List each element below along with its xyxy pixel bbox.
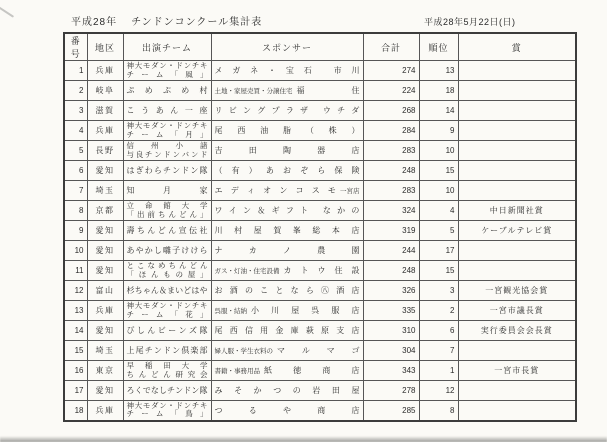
table-row (64, 101, 576, 121)
cell-award: 中日新聞社賞 (458, 201, 576, 221)
cell-rank: 6 (419, 321, 458, 341)
team-name-line: 神 大 モ ダ ン ・ ド ン チ キ (126, 301, 208, 310)
cell-district: 愛知 (87, 221, 123, 241)
cell-total-score: 283 (363, 141, 419, 161)
cell-number: 9 (64, 221, 87, 241)
team-name-line: は ぎ わ ら チ ン ド ン 隊 (126, 166, 208, 175)
team-name-line: チ ー ム 「 鳥 」 (126, 409, 208, 419)
cell-team (123, 81, 211, 101)
cell-sponsor (211, 321, 363, 341)
table-row (64, 361, 576, 381)
cell-total-score: 326 (363, 281, 419, 301)
cell-total-score: 335 (363, 301, 419, 321)
table-body (64, 61, 576, 421)
cell-total-score: 285 (363, 401, 419, 421)
cell-sponsor (211, 241, 363, 261)
table-row (64, 241, 576, 261)
table-row (64, 81, 576, 101)
column-header-total: 合計 (363, 33, 419, 61)
cell-team (123, 161, 211, 181)
title-era: 平成28年 (71, 17, 118, 28)
cell-district: 京都 (87, 201, 123, 221)
team-name-line: 「 出 前 ち ん ど ん 」 (126, 209, 208, 219)
team-name-line: チ ー ム 「 花 」 (126, 309, 208, 319)
sponsor-descriptor-small: ガス・灯油・住宅設備 (214, 268, 280, 275)
cell-team (123, 201, 211, 221)
cell-team (123, 221, 211, 241)
sponsor-name: 吉 田 陶 器 店 (214, 146, 360, 155)
table-row (64, 261, 576, 281)
column-header-award: 賞 (458, 33, 576, 61)
cell-team (123, 241, 211, 261)
cell-rank: 5 (419, 221, 458, 241)
cell-number: 7 (64, 181, 87, 201)
team-name-line: 信 州 小 諸 (126, 141, 208, 150)
cell-award: 一宮市長賞 (458, 361, 576, 381)
table-row (64, 141, 576, 161)
team-name-line: 「 ほ ん も の 屋 」 (126, 269, 208, 279)
cell-sponsor (211, 381, 363, 401)
cell-number: 11 (64, 261, 87, 281)
cell-sponsor (211, 141, 363, 161)
sponsor-descriptor-small: 土地・家屋売買・分譲住宅 (214, 88, 293, 95)
cell-number: 4 (64, 121, 87, 141)
team-name-line: 立 命 館 大 学 (126, 201, 208, 210)
sponsor-name: （ 有 ） あ お ぞ ら 保 険 (214, 166, 360, 175)
cell-number: 18 (64, 401, 87, 421)
scan-bottom-edge-artifact (0, 436, 607, 442)
table-row (64, 301, 576, 321)
cell-rank: 13 (419, 61, 458, 81)
cell-award: 実行委員会会長賞 (458, 321, 576, 341)
table-row (64, 161, 576, 181)
cell-team (123, 61, 211, 81)
cell-total-score: 248 (363, 161, 419, 181)
cell-team (123, 121, 211, 141)
cell-district: 愛知 (87, 381, 123, 401)
table-row (64, 381, 576, 401)
cell-award (458, 181, 576, 201)
cell-total-score: 268 (363, 101, 419, 121)
cell-team (123, 381, 211, 401)
table-row (64, 281, 576, 301)
cell-number: 15 (64, 341, 87, 361)
team-name-line: 杉 ち ゃ ん ＆ ま い ど は や (126, 286, 208, 295)
cell-rank: 9 (419, 121, 458, 141)
table-row (64, 201, 576, 221)
cell-award (458, 261, 576, 281)
cell-district: 兵庫 (87, 121, 123, 141)
cell-total-score: 304 (363, 341, 419, 361)
cell-number: 12 (64, 281, 87, 301)
column-header-rank: 順位 (419, 33, 458, 61)
cell-rank: 18 (419, 81, 458, 101)
cell-sponsor (211, 281, 363, 301)
cell-sponsor (211, 161, 363, 181)
team-name-line: ぷ め ぷ め 村 (126, 86, 208, 95)
cell-rank: 1 (419, 361, 458, 381)
cell-rank: 10 (419, 181, 458, 201)
cell-district: 愛知 (87, 161, 123, 181)
team-name-line: 与 良 チ ン ド ン バ ン ド (126, 149, 208, 159)
team-name-line: 神 大 モ ダ ン ・ ド ン チ キ (126, 61, 208, 70)
team-name-line: 神 大 モ ダ ン ・ ド ン チ キ (126, 400, 208, 410)
cell-rank: 4 (419, 201, 458, 221)
table-row (64, 401, 576, 421)
cell-sponsor (211, 401, 363, 421)
column-header-no: 番号 (64, 33, 87, 61)
sponsor-descriptor-small: 呉服・結納 (214, 308, 247, 315)
cell-sponsor (211, 361, 363, 381)
cell-district: 埼玉 (87, 341, 123, 361)
sponsor-name: エ デ ィ オ ン コ ス モ (214, 186, 336, 195)
sponsor-name: 小 川 屋 呉 服 店 (251, 306, 360, 315)
sponsor-name: ワ イ ン ＆ ギ フ ト な か の (214, 206, 360, 215)
cell-award (458, 101, 576, 121)
cell-number: 5 (64, 141, 87, 161)
cell-award (458, 61, 576, 81)
sponsor-name: 尾 西 油 脂 （ 株 ） (214, 126, 360, 135)
cell-team (123, 341, 211, 361)
sponsor-descriptor-small: 婦人服・学生衣料の (214, 348, 273, 355)
cell-number: 13 (64, 301, 87, 321)
document-date: 平成28年5月22日(日) (424, 17, 516, 27)
cell-sponsor (211, 61, 363, 81)
cell-award (458, 401, 576, 421)
cell-award (458, 381, 576, 401)
team-name-line: ち ん ど ん 研 究 会 (126, 369, 208, 379)
sponsor-name: 紙 徳 商 店 (264, 366, 360, 375)
cell-award (458, 121, 576, 141)
column-header-district: 地区 (87, 33, 123, 61)
cell-number: 1 (64, 61, 87, 81)
cell-team (123, 141, 211, 161)
sponsor-descriptor-small: 書籍・事務用品 (214, 368, 260, 375)
sponsor-name: カ ト ウ 住 設 (283, 266, 360, 275)
sponsor-name: マ ル マ ゴ (277, 346, 360, 355)
cell-award: 一宮観光協会賞 (458, 281, 576, 301)
cell-sponsor (211, 201, 363, 221)
team-name-line: 神 大 モ ダ ン ・ ド ン チ キ (126, 121, 208, 130)
cell-rank: 14 (419, 101, 458, 121)
sponsor-name: リ ビ ン グ プ ラ ザ ウ チ ダ (214, 106, 360, 115)
cell-sponsor (211, 181, 363, 201)
cell-rank: 12 (419, 381, 458, 401)
cell-rank: 3 (419, 281, 458, 301)
sponsor-name: み そ か つ の 岩 田 屋 (214, 386, 360, 395)
cell-team (123, 361, 211, 381)
cell-district: 愛知 (87, 261, 123, 281)
team-name-line: チ ー ム 「 風 」 (126, 69, 208, 79)
cell-total-score: 324 (363, 201, 419, 221)
cell-total-score: 248 (363, 261, 419, 281)
cell-team (123, 401, 211, 421)
team-name-line: 壽 ち ん ど ん 宣 伝 社 (126, 226, 208, 235)
cell-total-score: 224 (363, 81, 419, 101)
cell-team (123, 281, 211, 301)
cell-total-score: 274 (363, 61, 419, 81)
cell-award (458, 241, 576, 261)
cell-number: 10 (64, 241, 87, 261)
table-row (64, 221, 576, 241)
cell-number: 14 (64, 321, 87, 341)
cell-number: 3 (64, 101, 87, 121)
team-name-line: 上 尾 チ ン ド ン 倶 楽 部 (126, 346, 208, 355)
cell-number: 6 (64, 161, 87, 181)
table-row (64, 61, 576, 81)
cell-team (123, 321, 211, 341)
table-row (64, 181, 576, 201)
cell-total-score: 284 (363, 121, 419, 141)
cell-district: 兵庫 (87, 401, 123, 421)
table-row (64, 321, 576, 341)
cell-total-score: 283 (363, 181, 419, 201)
cell-number: 8 (64, 201, 87, 221)
team-name-line: あ や か し 囃 子 け け ら (126, 246, 208, 255)
team-name-line: 知 月 家 (126, 186, 208, 195)
sponsor-name: ナ カ ノ 農 園 (214, 246, 360, 255)
cell-rank: 8 (419, 401, 458, 421)
table-row (64, 341, 576, 361)
cell-sponsor (211, 301, 363, 321)
cell-sponsor (211, 121, 363, 141)
sponsor-name: つ る や 商 店 (214, 405, 360, 415)
cell-total-score: 310 (363, 321, 419, 341)
cell-district: 東京 (87, 361, 123, 381)
team-name-line: び し ん ビ ー ン ズ 隊 (126, 326, 208, 335)
cell-sponsor (211, 261, 363, 281)
sponsor-name: 川 村 屋 賀 峯 総 本 店 (214, 226, 360, 235)
header-row (64, 33, 576, 61)
title-main: チンドンコンクール集計表 (131, 17, 263, 28)
sponsor-name: メ ガ ネ ・ 宝 石 市 川 (214, 66, 360, 75)
cell-number: 17 (64, 381, 87, 401)
score-table (63, 32, 577, 422)
cell-district: 岐阜 (87, 81, 123, 101)
column-header-team: 出演チーム (123, 33, 211, 61)
scan-scratch-artifact (0, 6, 14, 17)
cell-award: ケーブルテレビ賞 (458, 221, 576, 241)
cell-team (123, 301, 211, 321)
table-header (64, 33, 576, 61)
cell-sponsor (211, 221, 363, 241)
cell-sponsor (211, 101, 363, 121)
cell-sponsor (211, 81, 363, 101)
cell-award (458, 141, 576, 161)
sponsor-descriptor-small: 一宮店 (340, 188, 360, 195)
cell-award: 一宮市議長賞 (458, 301, 576, 321)
cell-rank: 15 (419, 161, 458, 181)
cell-total-score: 343 (363, 361, 419, 381)
column-header-sponsor: スポンサー (211, 33, 363, 61)
cell-award (458, 341, 576, 361)
cell-rank: 7 (419, 341, 458, 361)
cell-total-score: 244 (363, 241, 419, 261)
team-name-line: と こ な め ち ん ど ん (126, 261, 208, 270)
team-name-line: ろ く で な し チ ン ド ン 隊 (126, 386, 208, 395)
cell-rank: 15 (419, 261, 458, 281)
cell-rank: 2 (419, 301, 458, 321)
cell-rank: 10 (419, 141, 458, 161)
cell-award (458, 81, 576, 101)
cell-team (123, 181, 211, 201)
cell-team (123, 101, 211, 121)
cell-total-score: 278 (363, 381, 419, 401)
table-row (64, 121, 576, 141)
sponsor-name: お 酒 の こ と な ら ㊇ 酒 店 (214, 286, 360, 295)
cell-award (458, 161, 576, 181)
cell-district: 長野 (87, 141, 123, 161)
sponsor-name: 福 住 (296, 86, 360, 95)
team-name-line: チ ー ム 「 月 」 (126, 129, 208, 139)
cell-district: 埼玉 (87, 181, 123, 201)
document-title (71, 13, 262, 28)
cell-district: 兵庫 (87, 61, 123, 81)
cell-team (123, 261, 211, 281)
cell-rank: 17 (419, 241, 458, 261)
cell-district: 富山 (87, 281, 123, 301)
cell-number: 16 (64, 361, 87, 381)
cell-total-score: 319 (363, 221, 419, 241)
cell-number: 2 (64, 81, 87, 101)
cell-district: 兵庫 (87, 301, 123, 321)
team-name-line: 早 稲 田 大 学 (126, 361, 208, 370)
cell-district: 滋賀 (87, 101, 123, 121)
cell-district: 愛知 (87, 321, 123, 341)
team-name-line: こ う あ ん 一 座 (126, 106, 208, 115)
cell-sponsor (211, 341, 363, 361)
cell-district: 愛知 (87, 241, 123, 261)
sponsor-name: 尾 西 信 用 金 庫 萩 原 支 店 (214, 326, 360, 335)
